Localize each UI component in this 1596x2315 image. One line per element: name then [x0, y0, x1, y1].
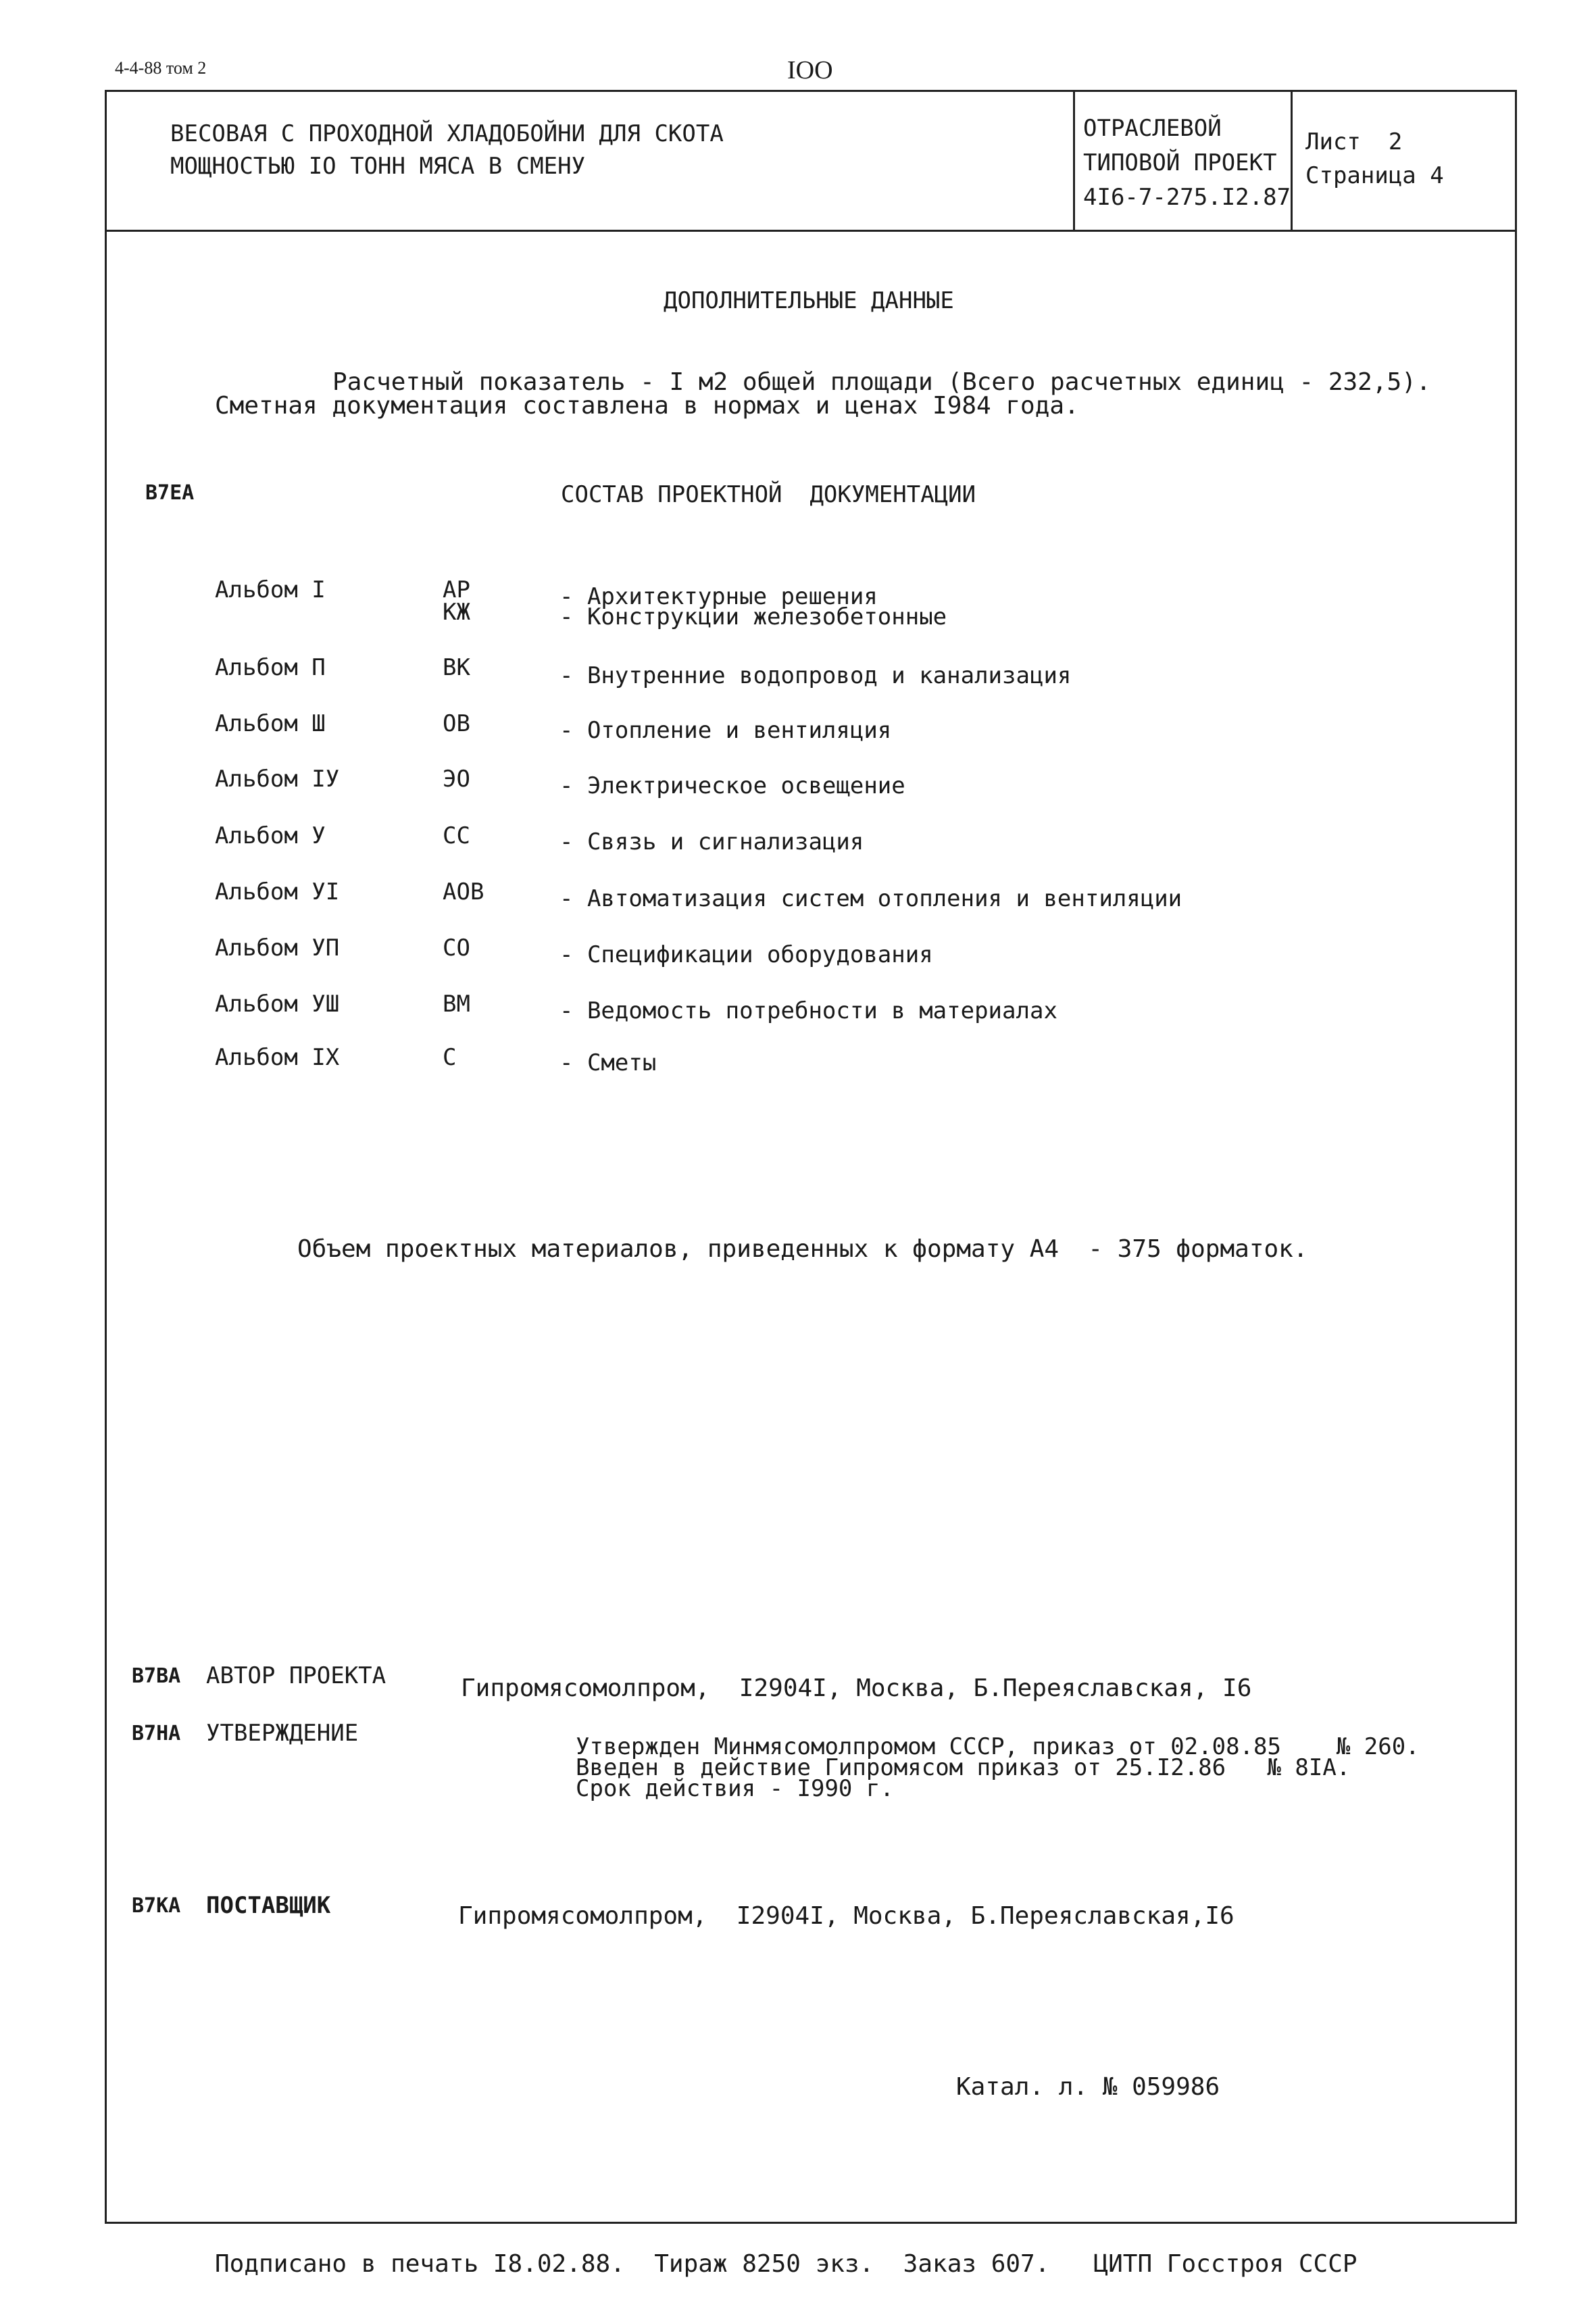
- album-description: - Ведомость потребности в материалах: [559, 997, 1057, 1024]
- title-block-divider: [1073, 90, 1075, 232]
- album-description: - Отопление и вентиляция: [559, 717, 892, 744]
- approval-line3: Срок действия - I990 г.: [576, 1775, 894, 1802]
- composition-title: СОСТАВ ПРОЕКТНОЙ ДОКУМЕНТАЦИИ: [561, 481, 976, 508]
- calc-indicator-line: Расчетный показатель - I м2 общей площади (Всего расчетных единиц - 232,5).: [332, 368, 1431, 396]
- volume-line: Объем проектных материалов, приведенных к формату А4 - 375 форматок.: [297, 1235, 1308, 1263]
- album-label: Альбом Ш: [215, 710, 326, 737]
- header-title-line1: ВЕСОВАЯ С ПРОХОДНОЙ ХЛАДОБОЙНИ ДЛЯ СКОТА: [170, 120, 724, 147]
- approval-code: В7НА: [132, 1722, 181, 1745]
- author-value: Гипромясомолпром, I2904I, Москва, Б.Переяславская, I6: [461, 1674, 1252, 1702]
- section-title: ДОПОЛНИТЕЛЬНЫЕ ДАННЫЕ: [664, 287, 954, 314]
- album-code: ВМ: [443, 991, 470, 1018]
- approval-line1: Утвержден Минмясомолпромом СССР, приказ от 02.08.85 № 260.: [576, 1733, 1420, 1760]
- album-label: Альбом УШ: [215, 991, 340, 1018]
- author-code: В7ВА: [132, 1664, 181, 1688]
- catalog-number: Катал. л. № 059986: [956, 2073, 1220, 2101]
- album-label: Альбом IУ: [215, 766, 340, 793]
- album-description: - Спецификации оборудования: [559, 941, 933, 968]
- print-info-line: Подписано в печать I8.02.88. Тираж 8250 экз. Заказ 607. ЦИТП Госстроя СССР: [215, 2250, 1357, 2278]
- album-description: - Связь и сигнализация: [559, 828, 864, 855]
- page-number: IOO: [787, 56, 833, 84]
- author-label: АВТОР ПРОЕКТА: [206, 1662, 386, 1689]
- album-description: - Автоматизация систем отопления и вентиляции: [559, 885, 1182, 912]
- album-code: С: [443, 1044, 457, 1071]
- album-code: СО: [443, 935, 470, 962]
- album-code: АОВ: [443, 878, 484, 905]
- project-number: 4I6-7-275.I2.87: [1083, 184, 1291, 211]
- album-code: ОВ: [443, 710, 470, 737]
- album-label: Альбом УП: [215, 935, 340, 962]
- album-code: АР: [443, 576, 470, 603]
- supplier-value: Гипромясомолпром, I2904I, Москва, Б.Переяславская,I6: [458, 1902, 1235, 1930]
- document-code: 4-4-88 том 2: [115, 58, 207, 78]
- header-title-line2: МОЩНОСТЬЮ IO ТОНН МЯСА В СМЕНУ: [170, 153, 586, 180]
- album-code: ЭО: [443, 766, 470, 793]
- album-description: - Конструкции железобетонные: [559, 603, 947, 630]
- estimate-line: Сметная документация составлена в нормах и ценах I984 года.: [215, 392, 1079, 420]
- album-description: - Архитектурные решения: [559, 583, 878, 610]
- supplier-code: В7КА: [132, 1894, 181, 1918]
- album-label: Альбом IX: [215, 1044, 340, 1071]
- approval-line2: Введен в действие Гипромясом приказ от 25.I2.86 № 8IА.: [576, 1754, 1351, 1781]
- album-description: - Внутренние водопровод и канализация: [559, 662, 1072, 689]
- album-label: Альбом I: [215, 576, 326, 603]
- composition-code: В7ЕА: [145, 481, 195, 505]
- supplier-label: ПОСТАВЩИК: [206, 1892, 331, 1919]
- project-type-line1: ОТРАСЛЕВОЙ: [1083, 115, 1222, 142]
- sheet-number: Лист 2: [1305, 128, 1403, 155]
- title-block-divider: [1291, 90, 1293, 232]
- album-label: Альбом П: [215, 654, 326, 681]
- album-description: - Электрическое освещение: [559, 772, 905, 799]
- project-type-line2: ТИПОВОЙ ПРОЕКТ: [1083, 149, 1277, 176]
- album-label: Альбом У: [215, 822, 326, 849]
- page-label: Страница 4: [1305, 162, 1444, 189]
- approval-label: УТВЕРЖДЕНИЕ: [206, 1720, 359, 1747]
- album-code: ВК: [443, 654, 470, 681]
- album-code: СС: [443, 822, 470, 849]
- album-description: - Сметы: [559, 1049, 657, 1076]
- album-code: КЖ: [443, 599, 470, 626]
- album-label: Альбом УI: [215, 878, 340, 905]
